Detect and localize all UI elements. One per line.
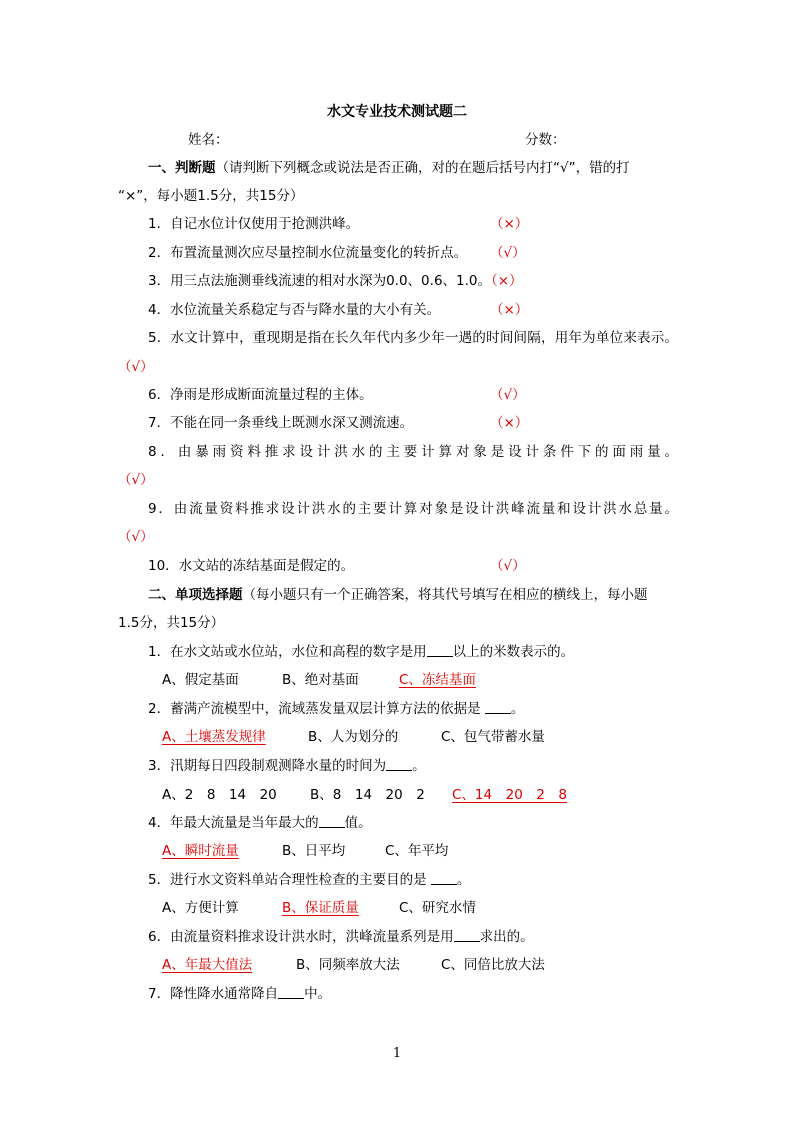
answer-blank [431, 870, 457, 885]
tf-answer: （×） [490, 216, 529, 232]
mc-option-correct: B、保证质量 [282, 900, 359, 916]
mc-question-pre: 6．由流量资料推求设计洪水时，洪峰流量系列是用 [148, 929, 454, 945]
mc-option-correct: C、冻结基面 [399, 672, 476, 688]
tf-answer: （√） [490, 387, 526, 403]
tf-question: 6．净雨是形成断面流量过程的主体。 [148, 387, 373, 403]
mc-option-correct: A、土壤蒸发规律 [162, 729, 266, 745]
mc-option: B、绝对基面 [282, 672, 359, 688]
tf-answer: （×） [490, 302, 529, 318]
mc-question-pre: 5．进行水文资料单站合理性检查的主要目的是 [148, 872, 431, 888]
tf-question: 2．布置流量测次应尽量控制水位流量变化的转折点。 [148, 245, 468, 261]
mc-question [148, 984, 331, 1004]
mc-question-pre: 4．年最大流量是当年最大的 [148, 815, 319, 831]
answer-blank [454, 927, 480, 942]
tf-answer: （×） [491, 273, 523, 289]
tf-question [148, 271, 523, 291]
answer-blank [278, 984, 304, 999]
mc-option: B、人为划分的 [308, 729, 399, 745]
section1-desc-b: “×”，每小题1.5分，共15分） [118, 188, 304, 204]
mc-question-post: 值。 [344, 815, 372, 831]
mc-option: B、8 14 20 2 [310, 787, 425, 803]
mc-question-pre: 2．蓄满产流模型中，流域蒸发量双层计算方法的依据是 [148, 701, 485, 717]
mc-option-correct: A、年最大值法 [162, 957, 253, 973]
section1-desc-a: （请判断下列概念或说法是否正确，对的在题后括号内打“√”，错的打 [215, 160, 630, 176]
mc-option: C、包气带蓄水量 [441, 729, 545, 745]
tf-answer: （×） [490, 415, 529, 431]
mc-question [148, 870, 470, 890]
mc-option: C、年平均 [385, 843, 449, 859]
section2-desc-a: （每小题只有一个正确答案，将其代号填写在相应的横线上，每小题 [242, 587, 648, 603]
tf-question: 10．水文站的冻结基面是假定的。 [148, 558, 355, 574]
mc-option: A、假定基面 [162, 672, 239, 688]
tf-question: 8．由暴雨资料推求设计洪水的主要计算对象是设计条件下的面雨量。 [148, 444, 678, 460]
answer-blank [427, 642, 453, 657]
tf-question: 9．由流量资料推求设计洪水的主要计算对象是设计洪峰流量和设计洪水总量。 [148, 501, 678, 517]
name-label: 姓名： [188, 132, 229, 148]
answer-blank [319, 813, 345, 828]
tf-question: 4．水位流量关系稳定与否与降水量的大小有关。 [148, 302, 441, 318]
tf-answer: （√） [118, 529, 154, 545]
tf-answer: （√） [490, 558, 526, 574]
tf-question: 1．自记水位计仅使用于抢测洪峰。 [148, 216, 360, 232]
answer-blank [386, 756, 412, 771]
mc-question-post: 以上的米数表示的。 [452, 644, 575, 660]
mc-question-post: 中。 [304, 986, 332, 1002]
section1-heading: 一、判断题 [148, 160, 216, 176]
mc-question [148, 813, 372, 833]
mc-question [148, 756, 426, 776]
mc-question [148, 642, 574, 662]
section1-header [148, 158, 630, 178]
section2-header [148, 585, 648, 605]
mc-option: B、日平均 [282, 843, 346, 859]
mc-question-post: 。 [510, 701, 525, 717]
tf-question-text: 3．用三点法施测垂线流速的相对水深为0.0、0.6、1.0。 [148, 273, 491, 289]
page-title: 水文专业技术测试题二 [327, 104, 467, 120]
tf-question: 5．水文计算中，重现期是指在长久年代内多少年一遇的时间间隔，用年为单位来表示。 [148, 330, 678, 346]
mc-question-post: 。 [412, 758, 426, 774]
mc-question-pre: 1．在水文站或水位站，水位和高程的数字是用 [148, 644, 427, 660]
score-label: 分数： [525, 132, 566, 148]
mc-option-correct: A、瞬时流量 [162, 843, 239, 859]
tf-answer: （√） [118, 359, 154, 375]
mc-question [148, 927, 534, 947]
section2-heading: 二、单项选择题 [148, 587, 243, 603]
mc-question [148, 699, 524, 719]
mc-option: C、同倍比放大法 [441, 957, 545, 973]
mc-option: C、研究水情 [399, 900, 476, 916]
tf-answer: （√） [490, 245, 526, 261]
mc-question-pre: 7．降性降水通常降自 [148, 986, 279, 1002]
mc-option: B、同频率放大法 [296, 957, 400, 973]
page-number: 1 [392, 1046, 402, 1061]
mc-option: A、2 8 14 20 [162, 787, 277, 803]
mc-question-pre: 3．汛期每日四段制观测降水量的时间为 [148, 758, 387, 774]
answer-blank [485, 699, 511, 714]
mc-option-correct: C、14 20 2 8 [452, 787, 567, 803]
mc-question-post: 求出的。 [479, 929, 534, 945]
section2-desc-b: 1.5分，共15分） [118, 615, 225, 631]
tf-answer: （√） [118, 472, 154, 488]
tf-question: 7．不能在同一条垂线上既测水深又测流速。 [148, 415, 414, 431]
mc-question-post: 。 [456, 872, 471, 888]
mc-option: A、方便计算 [162, 900, 239, 916]
